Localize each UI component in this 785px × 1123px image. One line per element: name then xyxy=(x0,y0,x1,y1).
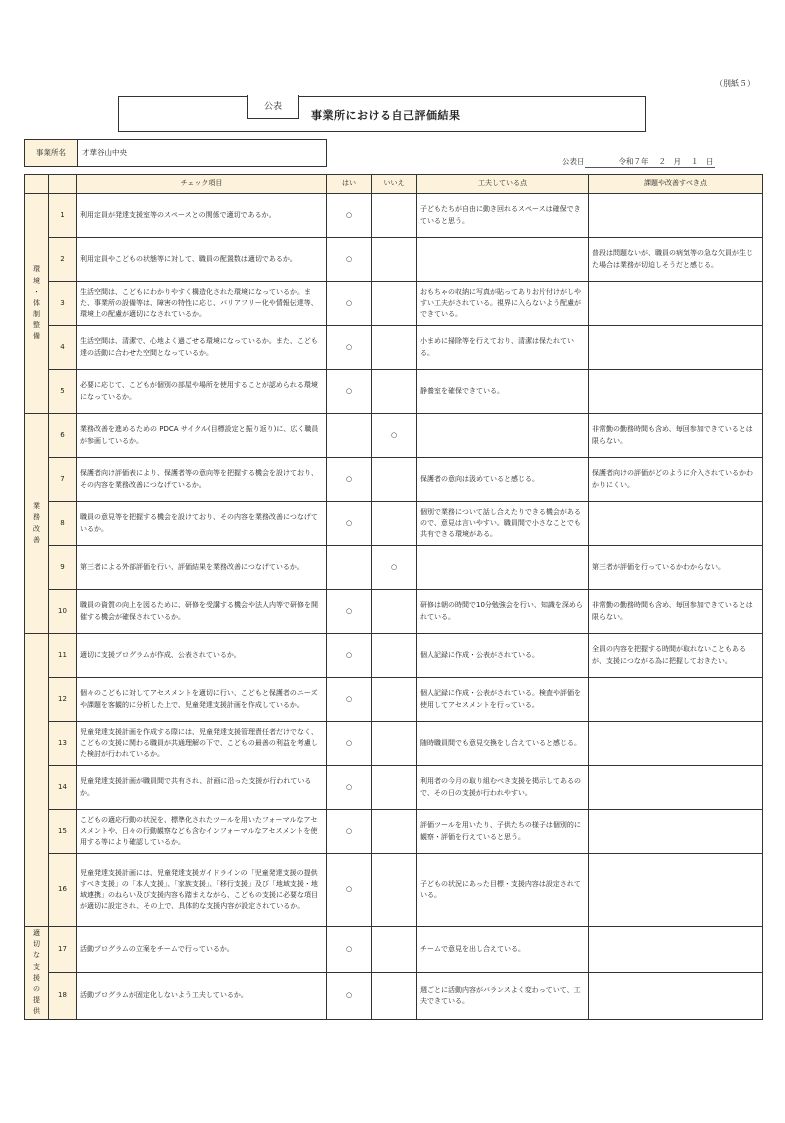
evaluation-table xyxy=(24,174,763,1020)
check-item: 児童発達支援計画には、児童発達支援ガイドラインの「児童発達支援の提供すべき支援」の「本人支援」、「家族支援」、「移行支援」及び「地域支援・地域連携」のねらい及び支援内容も踏まえながら、こどもの支援に必要な項目が適切に設定され、その上で、具体的な支援内容が設定されているか。 xyxy=(77,854,327,927)
row-number: 5 xyxy=(49,370,77,414)
table-row xyxy=(25,927,763,973)
issue-cell xyxy=(589,678,763,722)
issue-cell xyxy=(589,766,763,810)
category-improve-label: 業 務 改 善 xyxy=(33,502,40,544)
no-mark xyxy=(372,502,417,546)
effort-cell xyxy=(417,238,589,282)
check-item: 活動プログラムが固定化しないよう工夫しているか。 xyxy=(77,973,327,1019)
yes-mark xyxy=(327,546,372,590)
row-number: 6 xyxy=(49,414,77,458)
category-support-label: 適 切 な 支 援 の 提 供 xyxy=(33,929,40,1016)
no-mark xyxy=(372,370,417,414)
row-number: 9 xyxy=(49,546,77,590)
issue-cell: 保護者向けの評価がどのように介入されているかわかりにくい。 xyxy=(589,458,763,502)
issue-cell xyxy=(589,502,763,546)
row-number: 4 xyxy=(49,326,77,370)
effort-cell: 個別で業務について話し合えたりできる機会があるので、意見は言いやすい。職員間で小さなことでも共有できる環境がある。 xyxy=(417,502,589,546)
issue-cell: 普段は問題ないが、職員の病気等の急な欠員が生じた場合は業務が切迫しそうだと感じる。 xyxy=(589,238,763,282)
yes-mark: ○ xyxy=(327,326,372,370)
effort-cell: 利用者の今月の取り組むべき支援を掲示してあるので、その日の支援が行われやすい。 xyxy=(417,766,589,810)
yes-mark: ○ xyxy=(327,194,372,238)
publish-date-value xyxy=(585,156,715,168)
no-mark xyxy=(372,854,417,927)
no-mark xyxy=(372,194,417,238)
table-row xyxy=(25,634,763,678)
no-mark xyxy=(372,458,417,502)
no-mark xyxy=(372,634,417,678)
effort-cell: 評価ツールを用いたり、子供たちの様子は個別的に観察・評価を行えていると思う。 xyxy=(417,810,589,854)
row-number: 7 xyxy=(49,458,77,502)
check-item: 第三者による外部評価を行い、評価結果を業務改善につなげているか。 xyxy=(77,546,327,590)
yes-mark: ○ xyxy=(327,766,372,810)
no-mark xyxy=(372,678,417,722)
check-item: 児童発達支援計画を作成する際には、児童発達支援管理責任者だけでなく、こどもの支援に関わる職員が共通理解の下で、こどもの最善の利益を考慮した検討が行われているか。 xyxy=(77,722,327,766)
publish-day: １ 日 xyxy=(691,157,714,166)
title-box xyxy=(118,96,646,132)
row-number: 15 xyxy=(49,810,77,854)
row-number: 11 xyxy=(49,634,77,678)
yes-mark: ○ xyxy=(327,927,372,973)
row-number: 18 xyxy=(49,973,77,1019)
no-mark xyxy=(372,927,417,973)
effort-cell: 個人記録に作成・公表がされている。 xyxy=(417,634,589,678)
effort-cell xyxy=(417,546,589,590)
table-row xyxy=(25,282,763,326)
table-row xyxy=(25,973,763,1019)
row-number: 2 xyxy=(49,238,77,282)
row-number: 12 xyxy=(49,678,77,722)
yes-mark: ○ xyxy=(327,973,372,1019)
no-mark xyxy=(372,766,417,810)
header-check-item: チェック項目 xyxy=(77,175,327,194)
table-row xyxy=(25,194,763,238)
office-name-label: 事業所名 xyxy=(25,140,78,166)
effort-cell: 週ごとに活動内容がバランスよく変わっていて、工夫できている。 xyxy=(417,973,589,1019)
row-number: 14 xyxy=(49,766,77,810)
effort-cell: 随時職員間でも意見交換をし合えていると感じる。 xyxy=(417,722,589,766)
effort-cell: 子どもたちが自由に動き回れるスペースは確保できていると思う。 xyxy=(417,194,589,238)
category-support xyxy=(25,927,49,1020)
category-env-label: 環 境 ・ 体 制 整 備 xyxy=(33,265,40,341)
issue-cell xyxy=(589,370,763,414)
row-number: 13 xyxy=(49,722,77,766)
table-row xyxy=(25,370,763,414)
row-number: 3 xyxy=(49,282,77,326)
check-item: 保護者向け評価表により、保護者等の意向等を把握する機会を設けており、その内容を業務改善につなげているか。 xyxy=(77,458,327,502)
row-number: 16 xyxy=(49,854,77,927)
header-no: いいえ xyxy=(372,175,417,194)
issue-cell: 非常勤の勤務時間も含め、毎回参加できているとは限らない。 xyxy=(589,590,763,634)
row-number: 8 xyxy=(49,502,77,546)
table-row xyxy=(25,678,763,722)
yes-mark: ○ xyxy=(327,370,372,414)
effort-cell: 静養室を確保できている。 xyxy=(417,370,589,414)
yes-mark: ○ xyxy=(327,678,372,722)
check-item: 必要に応じて、こどもが個別の部屋や場所を使用することが認められる環境になっているか。 xyxy=(77,370,327,414)
table-row xyxy=(25,238,763,282)
check-item: 業務改善を進めるための PDCA サイクル(目標設定と振り返り)に、広く職員が参画しているか。 xyxy=(77,414,327,458)
yes-mark: ○ xyxy=(327,634,372,678)
yes-mark: ○ xyxy=(327,502,372,546)
effort-cell xyxy=(417,414,589,458)
issue-cell xyxy=(589,854,763,927)
no-mark xyxy=(372,326,417,370)
check-item: 職員の資質の向上を図るために、研修を受講する機会や法人内等で研修を開催する機会が確保されているか。 xyxy=(77,590,327,634)
effort-cell: 小まめに掃除等を行えており、清潔は保たれている。 xyxy=(417,326,589,370)
yes-mark: ○ xyxy=(327,282,372,326)
yes-mark: ○ xyxy=(327,854,372,927)
check-item: 活動プログラムの立案をチームで行っているか。 xyxy=(77,927,327,973)
effort-cell: 研修は朝の時間で10分勉強会を行い、知識を深められている。 xyxy=(417,590,589,634)
effort-cell: おもちゃの収納に写真が貼ってありお片付けがしやすい工夫がされている。視界に入らないよう配慮ができている。 xyxy=(417,282,589,326)
table-row xyxy=(25,414,763,458)
check-item: 利用定員やこどもの状態等に対して、職員の配置数は適切であるか。 xyxy=(77,238,327,282)
no-mark xyxy=(372,810,417,854)
issue-cell xyxy=(589,927,763,973)
table-row xyxy=(25,326,763,370)
no-mark xyxy=(372,973,417,1019)
yes-mark: ○ xyxy=(327,810,372,854)
office-name-box xyxy=(24,139,327,167)
page-title: 事業所における自己評価結果 xyxy=(311,109,461,122)
yes-mark xyxy=(327,414,372,458)
check-item: こどもの適応行動の状況を、標準化されたツールを用いたフォーマルなアセスメントや、日々の行動観察なども含むインフォーマルなアセスメントを使用する等により確認しているか。 xyxy=(77,810,327,854)
header-effort: 工夫している点 xyxy=(417,175,589,194)
issue-cell: 第三者が評価を行っているかわからない。 xyxy=(589,546,763,590)
table-row xyxy=(25,546,763,590)
public-tab: 公表 xyxy=(247,95,299,119)
check-item: 職員の意見等を把握する機会を設けており、その内容を業務改善につなげているか。 xyxy=(77,502,327,546)
check-item: 適切に支援プログラムが作成、公表されているか。 xyxy=(77,634,327,678)
issue-cell: 非常勤の勤務時間も含め、毎回参加できているとは限らない。 xyxy=(589,414,763,458)
yes-mark: ○ xyxy=(327,590,372,634)
row-number: 1 xyxy=(49,194,77,238)
yes-mark: ○ xyxy=(327,458,372,502)
check-item: 個々のこどもに対してアセスメントを適切に行い、こどもと保護者のニーズや課題を客観的に分析した上で、児童発達支援計画を作成しているか。 xyxy=(77,678,327,722)
publish-date xyxy=(562,156,715,168)
effort-cell: チームで意見を出し合えている。 xyxy=(417,927,589,973)
publish-month: ２ 月 xyxy=(658,157,681,166)
category-support-top xyxy=(25,634,49,927)
effort-cell: 子どもの状況にあった目標・支援内容は設定されている。 xyxy=(417,854,589,927)
issue-cell: 全員の内容を把握する時間が取れないこともあるが、支援につながる為に把握しておきたい。 xyxy=(589,634,763,678)
no-mark: ○ xyxy=(372,414,417,458)
table-row xyxy=(25,854,763,927)
header-issues: 課題や改善すべき点 xyxy=(589,175,763,194)
effort-cell: 個人記録に作成・公表がされている。検査や評価を使用してアセスメントを行っている。 xyxy=(417,678,589,722)
table-row xyxy=(25,722,763,766)
no-mark xyxy=(372,238,417,282)
table-row xyxy=(25,810,763,854)
row-number: 17 xyxy=(49,927,77,973)
table-header-row xyxy=(25,175,763,194)
annex-note: （別紙５） xyxy=(715,79,755,88)
header-yes: はい xyxy=(327,175,372,194)
publish-era: 令和７年 xyxy=(618,157,649,166)
table-row xyxy=(25,458,763,502)
yes-mark: ○ xyxy=(327,722,372,766)
table-row xyxy=(25,766,763,810)
no-mark xyxy=(372,282,417,326)
issue-cell xyxy=(589,282,763,326)
issue-cell xyxy=(589,326,763,370)
office-name-value: 才華谷山中央 xyxy=(82,148,127,157)
publish-date-label: 公表日 xyxy=(562,157,585,166)
row-number: 10 xyxy=(49,590,77,634)
check-item: 生活空間は、こどもにわかりやすく構造化された環境になっているか。また、事業所の設備等は、障害の特性に応じ、バリアフリー化や情報伝達等、環境上の配慮が適切になされているか。 xyxy=(77,282,327,326)
no-mark xyxy=(372,590,417,634)
table-row xyxy=(25,502,763,546)
check-item: 児童発達支援計画が職員間で共有され、計画に沿った支援が行われているか。 xyxy=(77,766,327,810)
issue-cell xyxy=(589,973,763,1019)
yes-mark: ○ xyxy=(327,238,372,282)
issue-cell xyxy=(589,194,763,238)
check-item: 生活空間は、清潔で、心地よく過ごせる環境になっているか。また、こども達の活動に合わせた空間となっているか。 xyxy=(77,326,327,370)
check-item: 利用定員が発達支援室等のスペースとの関係で適切であるか。 xyxy=(77,194,327,238)
no-mark: ○ xyxy=(372,546,417,590)
header-category xyxy=(25,175,49,194)
issue-cell xyxy=(589,810,763,854)
issue-cell xyxy=(589,722,763,766)
no-mark xyxy=(372,722,417,766)
category-improve xyxy=(25,414,49,634)
effort-cell: 保護者の意向は汲めていると感じる。 xyxy=(417,458,589,502)
table-row xyxy=(25,590,763,634)
category-env xyxy=(25,194,49,414)
header-number xyxy=(49,175,77,194)
